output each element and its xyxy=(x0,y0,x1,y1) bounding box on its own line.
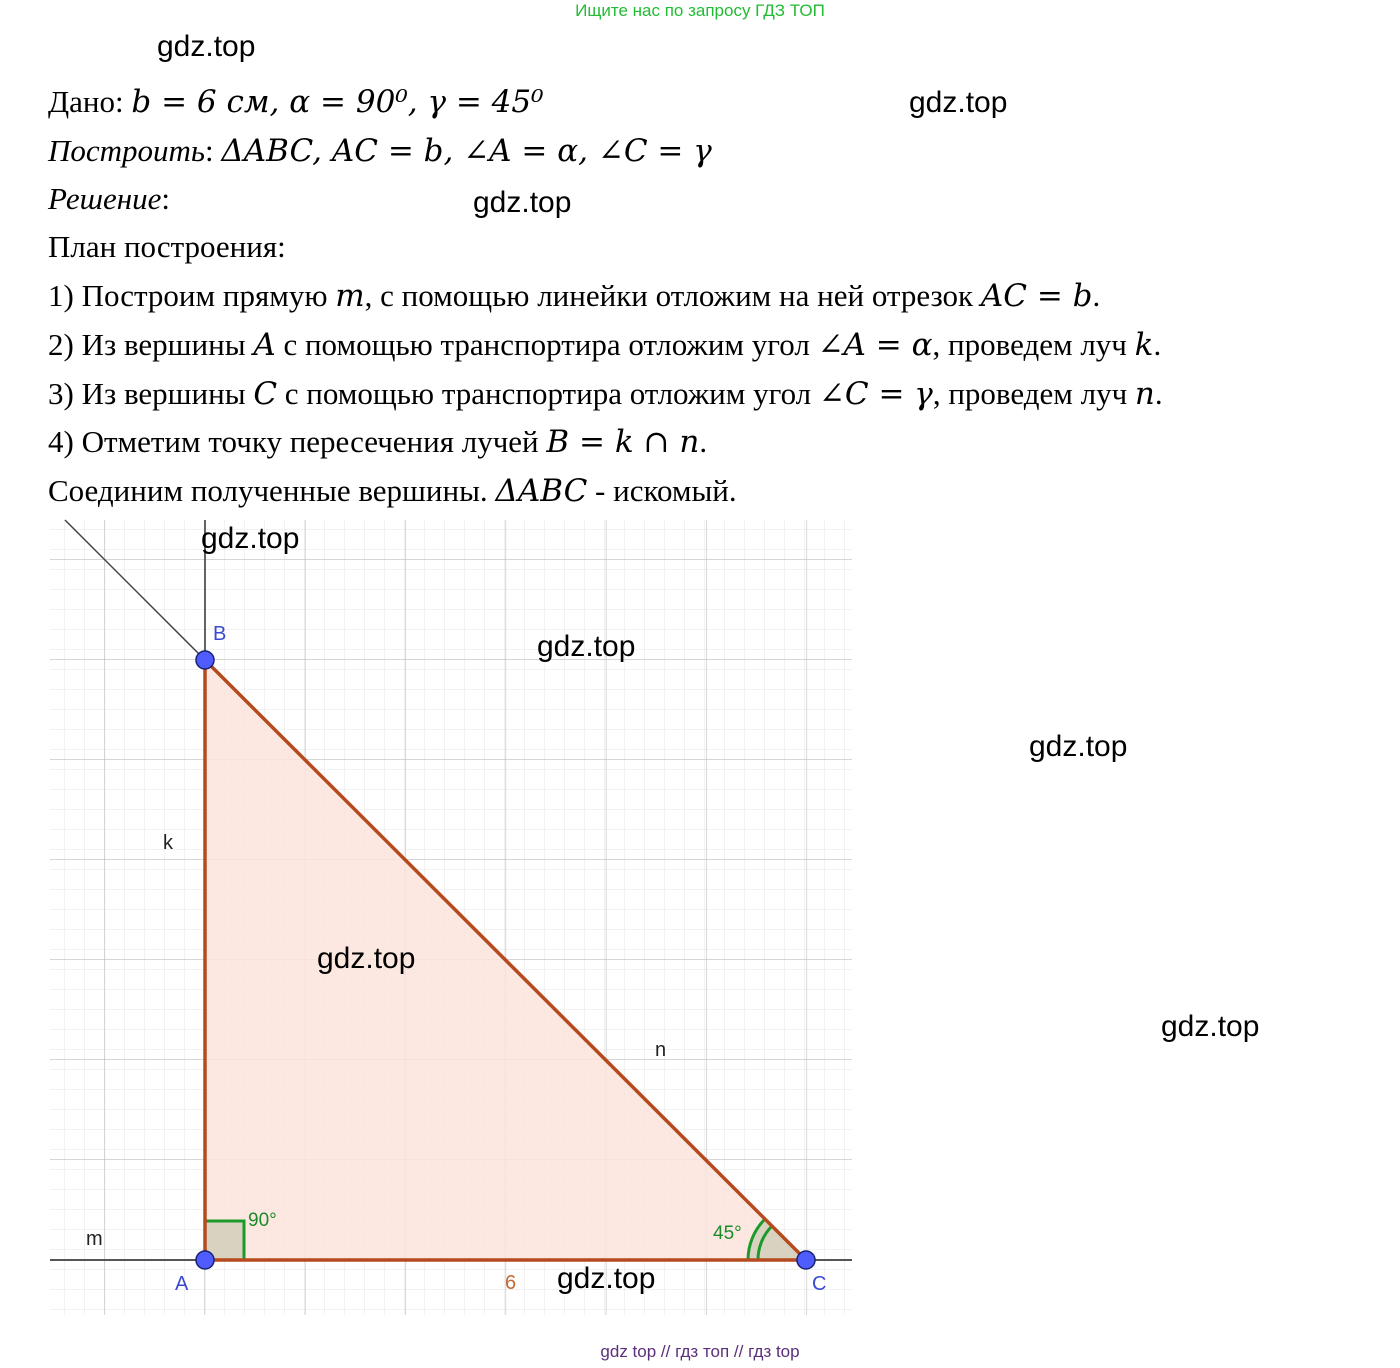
label-k: k xyxy=(163,832,173,854)
step-2: 2) Из вершины A с помощью транспортира отложим угол ∠A = α, проведем луч k. xyxy=(48,327,1162,363)
solution-line: Решение: xyxy=(48,181,170,216)
watermark: gdz.top xyxy=(1029,730,1128,763)
point-b xyxy=(196,651,214,669)
label-c: C xyxy=(812,1273,827,1295)
watermark: gdz.top xyxy=(909,86,1008,119)
label-angle-c: 45° xyxy=(713,1223,742,1244)
label-m: m xyxy=(86,1228,103,1250)
conclusion: Соединим полученные вершины. ΔABC - искомый. xyxy=(48,473,737,509)
watermark: gdz.top xyxy=(157,30,256,63)
given-line: Дано: b = 6 см, α = 90⁰, γ = 45⁰ xyxy=(48,84,544,120)
step-1: 1) Построим прямую m, с помощью линейки отложим на ней отрезок AC = b. xyxy=(48,278,1101,314)
label-a: A xyxy=(175,1273,189,1295)
given-label: Дано xyxy=(48,84,115,119)
label-n: n xyxy=(655,1039,667,1061)
top-banner: Ищите нас по запросу ГДЗ ТОП xyxy=(575,1,825,20)
construct-math: ΔABC, AC = b, ∠A = α, ∠C = γ xyxy=(221,133,712,169)
label-b: B xyxy=(213,623,227,645)
label-angle-a: 90° xyxy=(248,1210,277,1231)
construct-label: Построить xyxy=(48,133,206,168)
watermark: gdz.top xyxy=(1161,1010,1260,1043)
plan-title: План построения: xyxy=(48,229,286,264)
watermark: gdz.top xyxy=(557,1262,656,1295)
given-math: b = 6 см, α = 90⁰, γ = 45⁰ xyxy=(131,84,544,120)
label-side-ac: 6 xyxy=(505,1272,517,1294)
point-c xyxy=(797,1251,815,1269)
watermark: gdz.top xyxy=(201,522,300,555)
watermark: gdz.top xyxy=(317,942,416,975)
point-a xyxy=(196,1251,214,1269)
watermark: gdz.top xyxy=(473,186,572,219)
step-4: 4) Отметим точку пересечения лучей B = k ∩ n. xyxy=(48,424,708,460)
solution-label: Решение xyxy=(48,181,162,216)
construct-line: Построить: ΔABC, AC = b, ∠A = α, ∠C = γ xyxy=(48,133,712,169)
footer-watermark: gdz top // гдз топ // гдз top xyxy=(600,1342,800,1361)
step-3: 3) Из вершины C с помощью транспортира отложим угол ∠C = γ, проведем луч n. xyxy=(48,376,1163,412)
watermark: gdz.top xyxy=(537,630,636,663)
